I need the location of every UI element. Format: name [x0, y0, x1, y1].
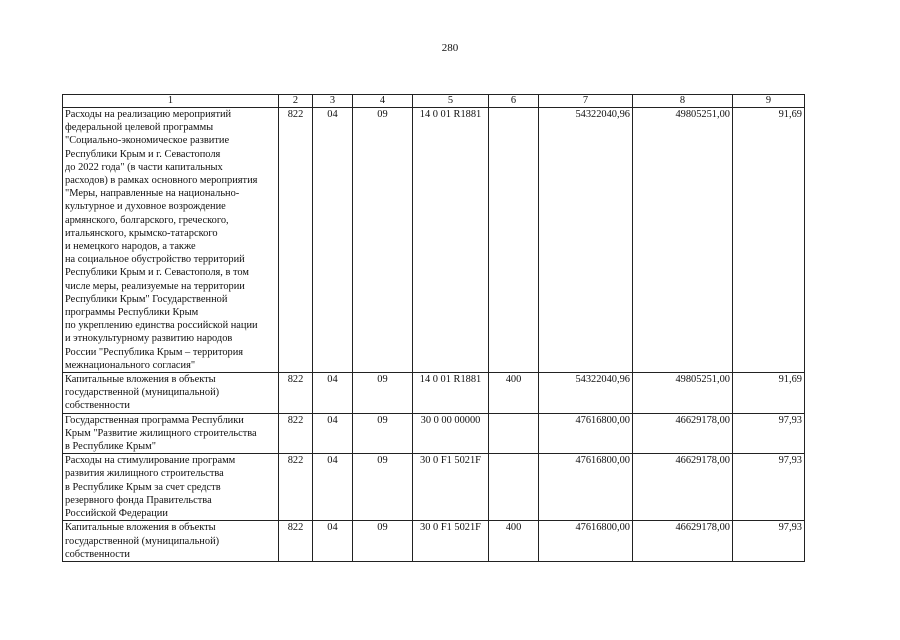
code-3-cell: 04 [313, 454, 353, 521]
header-cell: 4 [353, 95, 413, 108]
amount-8-cell: 46629178,00 [633, 521, 733, 562]
percent-cell: 97,93 [733, 521, 805, 562]
code-4-cell: 09 [353, 108, 413, 373]
header-cell: 2 [279, 95, 313, 108]
code-6-cell: 400 [489, 373, 539, 414]
code-2-cell: 822 [279, 108, 313, 373]
code-4-cell: 09 [353, 521, 413, 562]
expense-name-cell: Капитальные вложения в объекты государственной (муниципальной) собственности [63, 373, 279, 414]
code-5-cell: 14 0 01 R1881 [413, 373, 489, 414]
table-row [63, 413, 805, 454]
amount-7-cell: 47616800,00 [539, 413, 633, 454]
amount-8-cell: 46629178,00 [633, 454, 733, 521]
header-cell: 1 [63, 95, 279, 108]
code-4-cell: 09 [353, 413, 413, 454]
amount-7-cell: 54322040,96 [539, 108, 633, 373]
percent-cell: 91,69 [733, 108, 805, 373]
budget-table [62, 94, 805, 562]
code-5-cell: 30 0 F1 5021F [413, 454, 489, 521]
amount-7-cell: 47616800,00 [539, 521, 633, 562]
expense-name-cell: Капитальные вложения в объекты государственной (муниципальной) собственности [63, 521, 279, 562]
code-2-cell: 822 [279, 454, 313, 521]
header-cell: 6 [489, 95, 539, 108]
expense-name-cell: Государственная программа Республики Крым "Развитие жилищного строительства в Республике Крым" [63, 413, 279, 454]
amount-7-cell: 54322040,96 [539, 373, 633, 414]
table-row [63, 373, 805, 414]
amount-8-cell: 49805251,00 [633, 373, 733, 414]
code-5-cell: 30 0 00 00000 [413, 413, 489, 454]
amount-7-cell: 47616800,00 [539, 454, 633, 521]
header-cell: 8 [633, 95, 733, 108]
expense-name-cell: Расходы на стимулирование программ развития жилищного строительства в Республике Крым за счет средств резервного фонда Правительства Российской Федерации [63, 454, 279, 521]
expense-name-cell: Расходы на реализацию мероприятий федеральной целевой программы "Социально-экономическое развитие Республики Крым и г. Севастополя до 2022 года" (в части капитальных расходов) в рамках основного мероприятия "Меры, направленные на национально- культурное и духовное возрождение армянского, болгарского, греческого, итальянского, крымско-татарского и немецкого народов, а также на социальное обустройство территорий Республики Крым и г. Севастополя, в том числе меры, реализуемые на территории Республики Крым" Государственной программы Республики Крым по укреплению единства российской нации и этнокультурному развитию народов России "Республика Крым – территория межнационального согласия" [63, 108, 279, 373]
code-4-cell: 09 [353, 373, 413, 414]
page-number: 280 [441, 42, 459, 54]
code-5-cell: 14 0 01 R1881 [413, 108, 489, 373]
header-cell: 7 [539, 95, 633, 108]
code-3-cell: 04 [313, 413, 353, 454]
amount-8-cell: 46629178,00 [633, 413, 733, 454]
code-6-cell [489, 108, 539, 373]
code-2-cell: 822 [279, 521, 313, 562]
code-3-cell: 04 [313, 373, 353, 414]
table-row [63, 454, 805, 521]
code-5-cell: 30 0 F1 5021F [413, 521, 489, 562]
percent-cell: 97,93 [733, 454, 805, 521]
header-cell: 3 [313, 95, 353, 108]
code-6-cell: 400 [489, 521, 539, 562]
code-6-cell [489, 413, 539, 454]
code-3-cell: 04 [313, 521, 353, 562]
table-row [63, 521, 805, 562]
code-2-cell: 822 [279, 373, 313, 414]
header-row [63, 95, 805, 108]
header-cell: 5 [413, 95, 489, 108]
header-cell: 9 [733, 95, 805, 108]
percent-cell: 97,93 [733, 413, 805, 454]
code-2-cell: 822 [279, 413, 313, 454]
code-3-cell: 04 [313, 108, 353, 373]
amount-8-cell: 49805251,00 [633, 108, 733, 373]
table-row [63, 108, 805, 373]
code-6-cell [489, 454, 539, 521]
code-4-cell: 09 [353, 454, 413, 521]
percent-cell: 91,69 [733, 373, 805, 414]
